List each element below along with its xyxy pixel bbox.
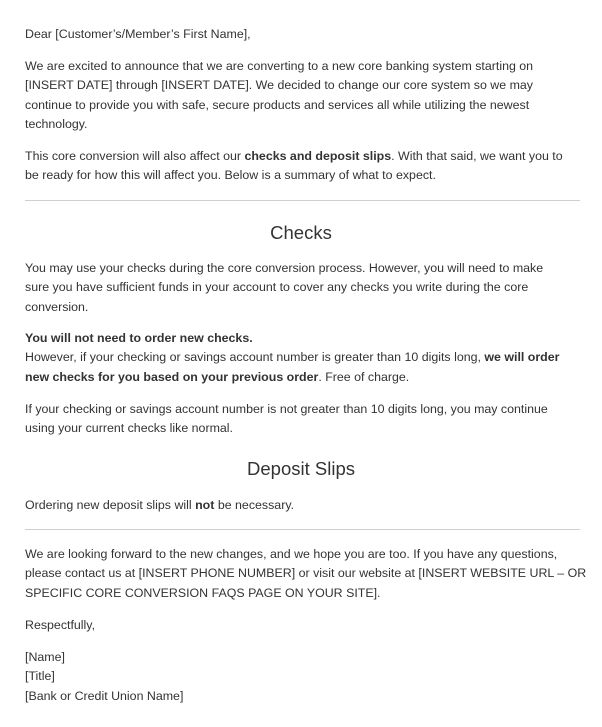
not-bold: not [195, 498, 215, 512]
signature-org: [Bank or Credit Union Name] [25, 688, 184, 703]
current-checks-paragraph: If your checking or savings account number is not greater than 10 digits long, you may continue using your current checks like normal. [25, 402, 548, 436]
greeting: Dear [Customer’s/Member’s First Name], [25, 27, 251, 41]
intro-paragraph [25, 57, 585, 134]
intro-line: technology. [25, 116, 88, 131]
signature-title: [Title] [25, 669, 55, 684]
deposit-paragraph: Ordering new deposit slips will not be necessary. [25, 498, 295, 512]
intro-line: We are excited to announce that we are converting to a new core banking system starting on [25, 59, 534, 73]
deposit-slips-heading: Deposit Slips [247, 458, 355, 479]
closing-paragraph: We are looking forward to the new changes, and we hope you are too. If you have any questions, please contact us at [INSERT PHONE NUMBER] or visit our website at [INSERT WEBSITE URL – OR SPECIFIC CORE CONVERSION FAQS PAGE ON YOUR SITE]. [25, 547, 587, 600]
section-divider [25, 200, 580, 201]
conversion-paragraph: This core conversion will also affect our checks and deposit slips. With that said, we want you to be ready for how this will affect you. Below is a summary of what to expect. [25, 149, 563, 183]
no-new-checks-bold: You will not need to order new checks. [25, 331, 253, 345]
intro-line: continue to provide you with safe, secure products and services all while utilizing the newest [25, 97, 530, 112]
intro-line: [INSERT DATE] through [INSERT DATE]. We decided to change our core system so we may [25, 78, 533, 93]
signoff: Respectfully, [25, 618, 96, 632]
new-checks-paragraph: You will not need to order new checks. However, if your checking or savings account number is greater than 10 digits long, we will order new checks for you based on your previous order. Free of charge. [25, 331, 560, 384]
checks-deposit-bold: checks and deposit slips [244, 149, 392, 163]
checks-heading: Checks [270, 222, 332, 243]
section-divider [25, 529, 580, 530]
signature-block [25, 648, 585, 706]
checks-paragraph: You may use your checks during the core conversion process. However, you will need to make sure you have sufficient funds in your account to cover any checks you write during the core conversion. [25, 261, 544, 314]
signature-name: [Name] [25, 650, 65, 664]
